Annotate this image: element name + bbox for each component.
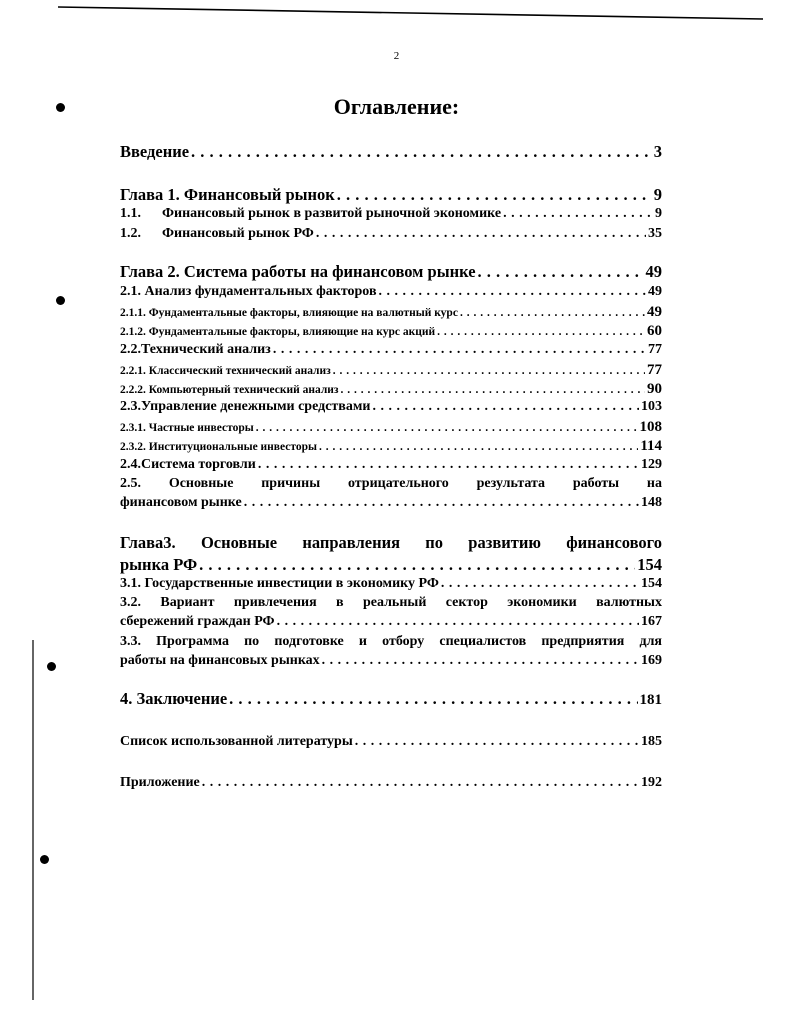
- binder-hole: [40, 855, 49, 864]
- toc-entry-chapter-2[interactable]: Глава 2. Система работы на финансовом рынке . . . 49: [120, 262, 662, 282]
- toc-entry-references[interactable]: Список использованной литературы . . . 185: [120, 734, 662, 750]
- scan-edge-top: [58, 6, 763, 20]
- toc-entry-section-2-1-2[interactable]: 2.1.2. Фундаментальные факторы, влияющие на курс акций . . . 60: [120, 323, 662, 340]
- toc-entry-appendix[interactable]: Приложение . . . 192: [120, 775, 662, 791]
- toc-entry-section-3-2[interactable]: сбережений граждан РФ . . . 167: [120, 614, 662, 630]
- toc-entry-chapter-3[interactable]: рынка РФ . . . 154: [120, 555, 662, 575]
- toc-entry-section-1-2[interactable]: 1.2. Финансовый рынок РФ . . . 35: [120, 226, 662, 242]
- toc-entry-section-2-4[interactable]: 2.4.Система торговли . . . 129: [120, 457, 662, 473]
- page-number: 2: [393, 50, 400, 62]
- toc-entry-section-2-1-1[interactable]: 2.1.1. Фундаментальные факторы, влияющие на валютный курс . . . 49: [120, 304, 662, 321]
- toc-entry-section-3-2-line-1[interactable]: 3.2. Вариант привлечения в реальный сектор экономики валютных: [120, 595, 662, 610]
- binder-hole: [47, 662, 56, 671]
- toc-entry-section-2-3[interactable]: 2.3.Управление денежными средствами . . . 103: [120, 399, 662, 415]
- toc-entry-section-3-3-line-1[interactable]: 3.3. Программа по подготовке и отбору специалистов предприятия для: [120, 634, 662, 649]
- toc-entry-section-2-2-1[interactable]: 2.2.1. Классический технический анализ . . . 77: [120, 362, 662, 379]
- toc-entry-section-2-3-1[interactable]: 2.3.1. Частные инвесторы . . . 108: [120, 419, 662, 436]
- toc-entry-chapter-1[interactable]: Глава 1. Финансовый рынок . . . 9: [120, 185, 662, 205]
- toc-entry-section-2-5-line-1[interactable]: 2.5. Основные причины отрицательного результата работы на: [120, 476, 662, 491]
- toc-entry-section-2-5[interactable]: финансовом рынке . . . 148: [120, 495, 662, 511]
- toc-entry-intro[interactable]: Введение . . . 3: [120, 142, 662, 162]
- toc-entry-conclusion[interactable]: 4. Заключение . . . 181: [120, 689, 662, 709]
- toc-entry-chapter-3-line-1[interactable]: Глава3. Основные направления по развитию финансового: [120, 533, 662, 552]
- toc-entry-section-1-1[interactable]: 1.1. Финансовый рынок в развитой рыночной экономике . . . 9: [120, 206, 662, 222]
- toc-entry-section-2-2-2[interactable]: 2.2.2. Компьютерный технический анализ . . . 90: [120, 381, 662, 398]
- toc-entry-section-3-3[interactable]: работы на финансовых рынках . . . 169: [120, 653, 662, 669]
- binder-hole: [56, 296, 65, 305]
- toc-entry-section-2-3-2[interactable]: 2.3.2. Институциональные инвесторы . . . 114: [120, 438, 662, 455]
- toc-entry-section-2-1[interactable]: 2.1. Анализ фундаментальных факторов . . . 49: [120, 284, 662, 300]
- page-title: Оглавление:: [333, 94, 460, 119]
- toc-entry-section-3-1[interactable]: 3.1. Государственные инвестиции в экономику РФ . . . 154: [120, 576, 662, 592]
- scan-edge-left: [30, 0, 34, 1011]
- toc-entry-section-2-2[interactable]: 2.2.Технический анализ . . . 77: [120, 342, 662, 358]
